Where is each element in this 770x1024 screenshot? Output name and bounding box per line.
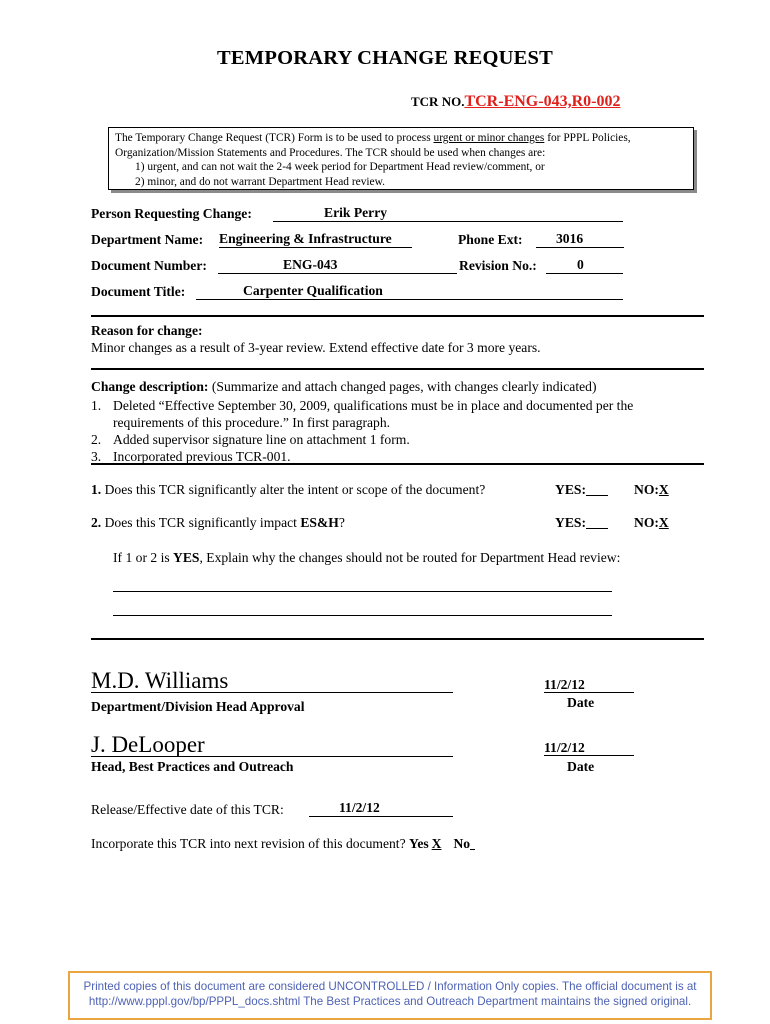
question-2: 2. Does this TCR significantly impact ES&H? — [91, 515, 345, 530]
reason-label: Reason for change: — [91, 323, 203, 338]
incorporate-question: Incorporate this TCR into next revision of this document? Yes X No — [91, 836, 475, 852]
phone-ext-field[interactable] — [536, 231, 624, 248]
change-description-heading — [91, 379, 596, 395]
phone-ext-label: Phone Ext: — [458, 232, 523, 247]
tcr-number-value: TCR-ENG-043,R0-002 — [464, 93, 621, 110]
release-date-label: Release/Effective date of this TCR: — [91, 802, 284, 817]
question-2-yes[interactable]: YES: — [555, 515, 608, 531]
person-requesting-value: Erik Perry — [324, 205, 388, 220]
approver-1-signature: M.D. Williams — [91, 668, 229, 693]
section-divider — [91, 463, 704, 465]
approver-1-signature-line[interactable] — [91, 692, 453, 693]
department-name-value: Engineering & Infrastructure — [219, 231, 392, 246]
section-divider — [91, 368, 704, 370]
change-description-hint: (Summarize and attach changed pages, with changes clearly indicated) — [208, 379, 597, 394]
change-description-label: Change description: — [91, 379, 209, 394]
question-2-no-mark: X — [658, 515, 669, 530]
approver-2-role: Head, Best Practices and Outreach — [91, 759, 294, 774]
explain-line-1[interactable] — [113, 591, 612, 592]
approver-2-date-label: Date — [567, 759, 595, 774]
instructions-box — [108, 127, 694, 190]
instructions-line-2: Organization/Mission Statements and Procedures. The TCR should be used when changes are: — [115, 146, 546, 159]
person-requesting-field[interactable] — [273, 205, 623, 222]
revision-number-label: Revision No.: — [459, 258, 537, 273]
document-title-value: Carpenter Qualification — [243, 283, 383, 298]
approver-2-date: 11/2/12 — [544, 740, 585, 755]
section-divider — [91, 638, 704, 640]
incorporate-yes-label: Yes — [409, 836, 429, 851]
list-item: 3. Incorporated previous TCR-001. — [91, 449, 291, 464]
question-1-no[interactable]: NO:X — [634, 482, 669, 497]
change-description-list — [91, 397, 701, 465]
approver-2-signature: J. DeLooper — [91, 732, 205, 757]
reason-text: Minor changes as a result of 3-year review. Extend effective date for 3 more years. — [91, 340, 541, 355]
instructions-line-1: The Temporary Change Request (TCR) Form is to be used to process urgent or minor changes for PPPL Policies, — [115, 132, 631, 144]
phone-ext-value: 3016 — [556, 231, 584, 246]
approver-1-date-label: Date — [567, 695, 595, 710]
list-item: 2. Added supervisor signature line on attachment 1 form. — [91, 432, 410, 447]
question-1-no-mark: X — [658, 482, 669, 497]
approver-2-date-line[interactable] — [544, 755, 634, 756]
department-name-field[interactable] — [219, 231, 412, 248]
section-divider — [91, 315, 704, 317]
explain-line-2[interactable] — [113, 615, 612, 616]
list-item: 1. Deleted “Effective September 30, 2009, qualifications must be in place and documented per the requirements of this procedure.” In first paragraph. — [91, 398, 634, 430]
approver-2-signature-line[interactable] — [91, 756, 453, 757]
revision-number-value: 0 — [577, 257, 584, 272]
approver-1-date: 11/2/12 — [544, 677, 585, 692]
question-2-no[interactable]: NO:X — [634, 515, 669, 530]
department-name-label: Department Name: — [91, 232, 204, 247]
incorporate-no-label: No — [453, 836, 471, 851]
incorporate-yes-mark[interactable]: X — [431, 836, 442, 851]
question-1: 1. Does this TCR significantly alter the intent or scope of the document? — [91, 482, 486, 497]
approver-1-date-line[interactable] — [544, 692, 634, 693]
tcr-number-label: TCR NO. — [411, 94, 465, 109]
page-title: TEMPORARY CHANGE REQUEST — [217, 47, 553, 69]
revision-number-field[interactable] — [546, 257, 623, 274]
document-number-value: ENG-043 — [283, 257, 338, 272]
notice-line-1: Printed copies of this document are considered UNCONTROLLED / Information Only copies. The official document is at — [83, 980, 697, 993]
document-number-field[interactable] — [218, 257, 457, 274]
approver-1-role: Department/Division Head Approval — [91, 699, 305, 714]
notice-line-2: http://www.pppl.gov/bp/PPPL_docs.shtml The Best Practices and Outreach Department maintains the signed original. — [88, 995, 692, 1008]
question-2-yes-blank[interactable] — [586, 515, 608, 529]
question-1-yes-blank[interactable] — [586, 482, 608, 496]
uncontrolled-copy-notice — [68, 971, 712, 1020]
instructions-line-3: 1) urgent, and can not wait the 2-4 week period for Department Head review/comment, or — [135, 161, 545, 173]
document-title-field[interactable] — [196, 283, 623, 300]
explain-prompt: If 1 or 2 is YES, Explain why the changes should not be routed for Department Head review: — [113, 550, 621, 565]
instructions-line-4: 2) minor, and do not warrant Department Head review. — [135, 175, 385, 188]
incorporate-no-blank[interactable] — [470, 837, 475, 850]
document-title-label: Document Title: — [91, 284, 186, 299]
person-requesting-label: Person Requesting Change: — [91, 206, 252, 221]
release-date-field[interactable] — [309, 800, 453, 817]
question-1-yes[interactable]: YES: — [555, 482, 608, 498]
tcr-number — [411, 93, 620, 111]
document-number-label: Document Number: — [91, 258, 207, 273]
release-date-value: 11/2/12 — [339, 800, 380, 815]
